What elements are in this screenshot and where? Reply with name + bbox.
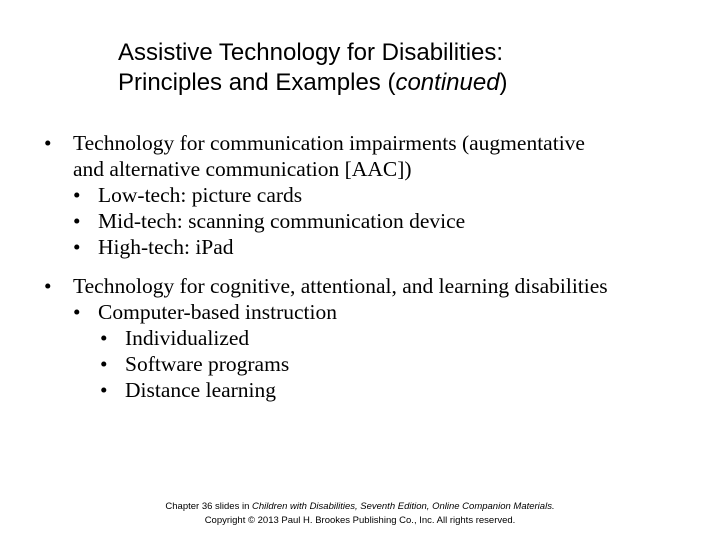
subitem-computer-based: Computer-based instruction: [98, 300, 338, 324]
bullet-icon: •: [44, 131, 52, 155]
subitem-high-tech: High-tech: iPad: [98, 235, 234, 259]
bullet-icon: •: [100, 378, 108, 402]
footer-prefix: Chapter 36 slides in: [165, 501, 253, 512]
slide-footer: [0, 500, 720, 528]
title-continued: continued: [395, 69, 500, 96]
bullet-icon: •: [73, 300, 81, 324]
bullet-icon: •: [73, 209, 81, 233]
subsubitem-distance: Distance learning: [125, 378, 277, 402]
title-line-2-end: ): [499, 69, 508, 96]
bullet-icon: •: [73, 235, 81, 259]
footer-book-title: Children with Disabilities, Seventh Edition, Online Companion Materials.: [252, 501, 555, 512]
bullet-icon: •: [100, 326, 108, 350]
footer-line-1: [0, 500, 720, 514]
title-line-2-text: Principles and Examples (: [118, 69, 396, 96]
bullet-communication-line1: Technology for communication impairments (augmentative: [73, 131, 585, 155]
subitem-mid-tech: Mid-tech: scanning communication device: [98, 209, 466, 233]
bullet-icon: •: [100, 352, 108, 376]
subitem-low-tech: Low-tech: picture cards: [98, 183, 303, 207]
bullet-icon: •: [73, 183, 81, 207]
bullet-communication-line2: and alternative communication [AAC]): [73, 157, 412, 181]
subsubitem-individualized: Individualized: [125, 326, 250, 350]
bullet-cognitive: Technology for cognitive, attentional, and learning disabilities: [73, 274, 608, 298]
footer-copyright: Copyright © 2013 Paul H. Brookes Publishing Co., Inc. All rights reserved.: [204, 515, 516, 526]
subsubitem-software: Software programs: [125, 352, 290, 376]
bullet-icon: •: [44, 274, 52, 298]
title-line-1: Assistive Technology for Disabilities:: [118, 39, 504, 66]
